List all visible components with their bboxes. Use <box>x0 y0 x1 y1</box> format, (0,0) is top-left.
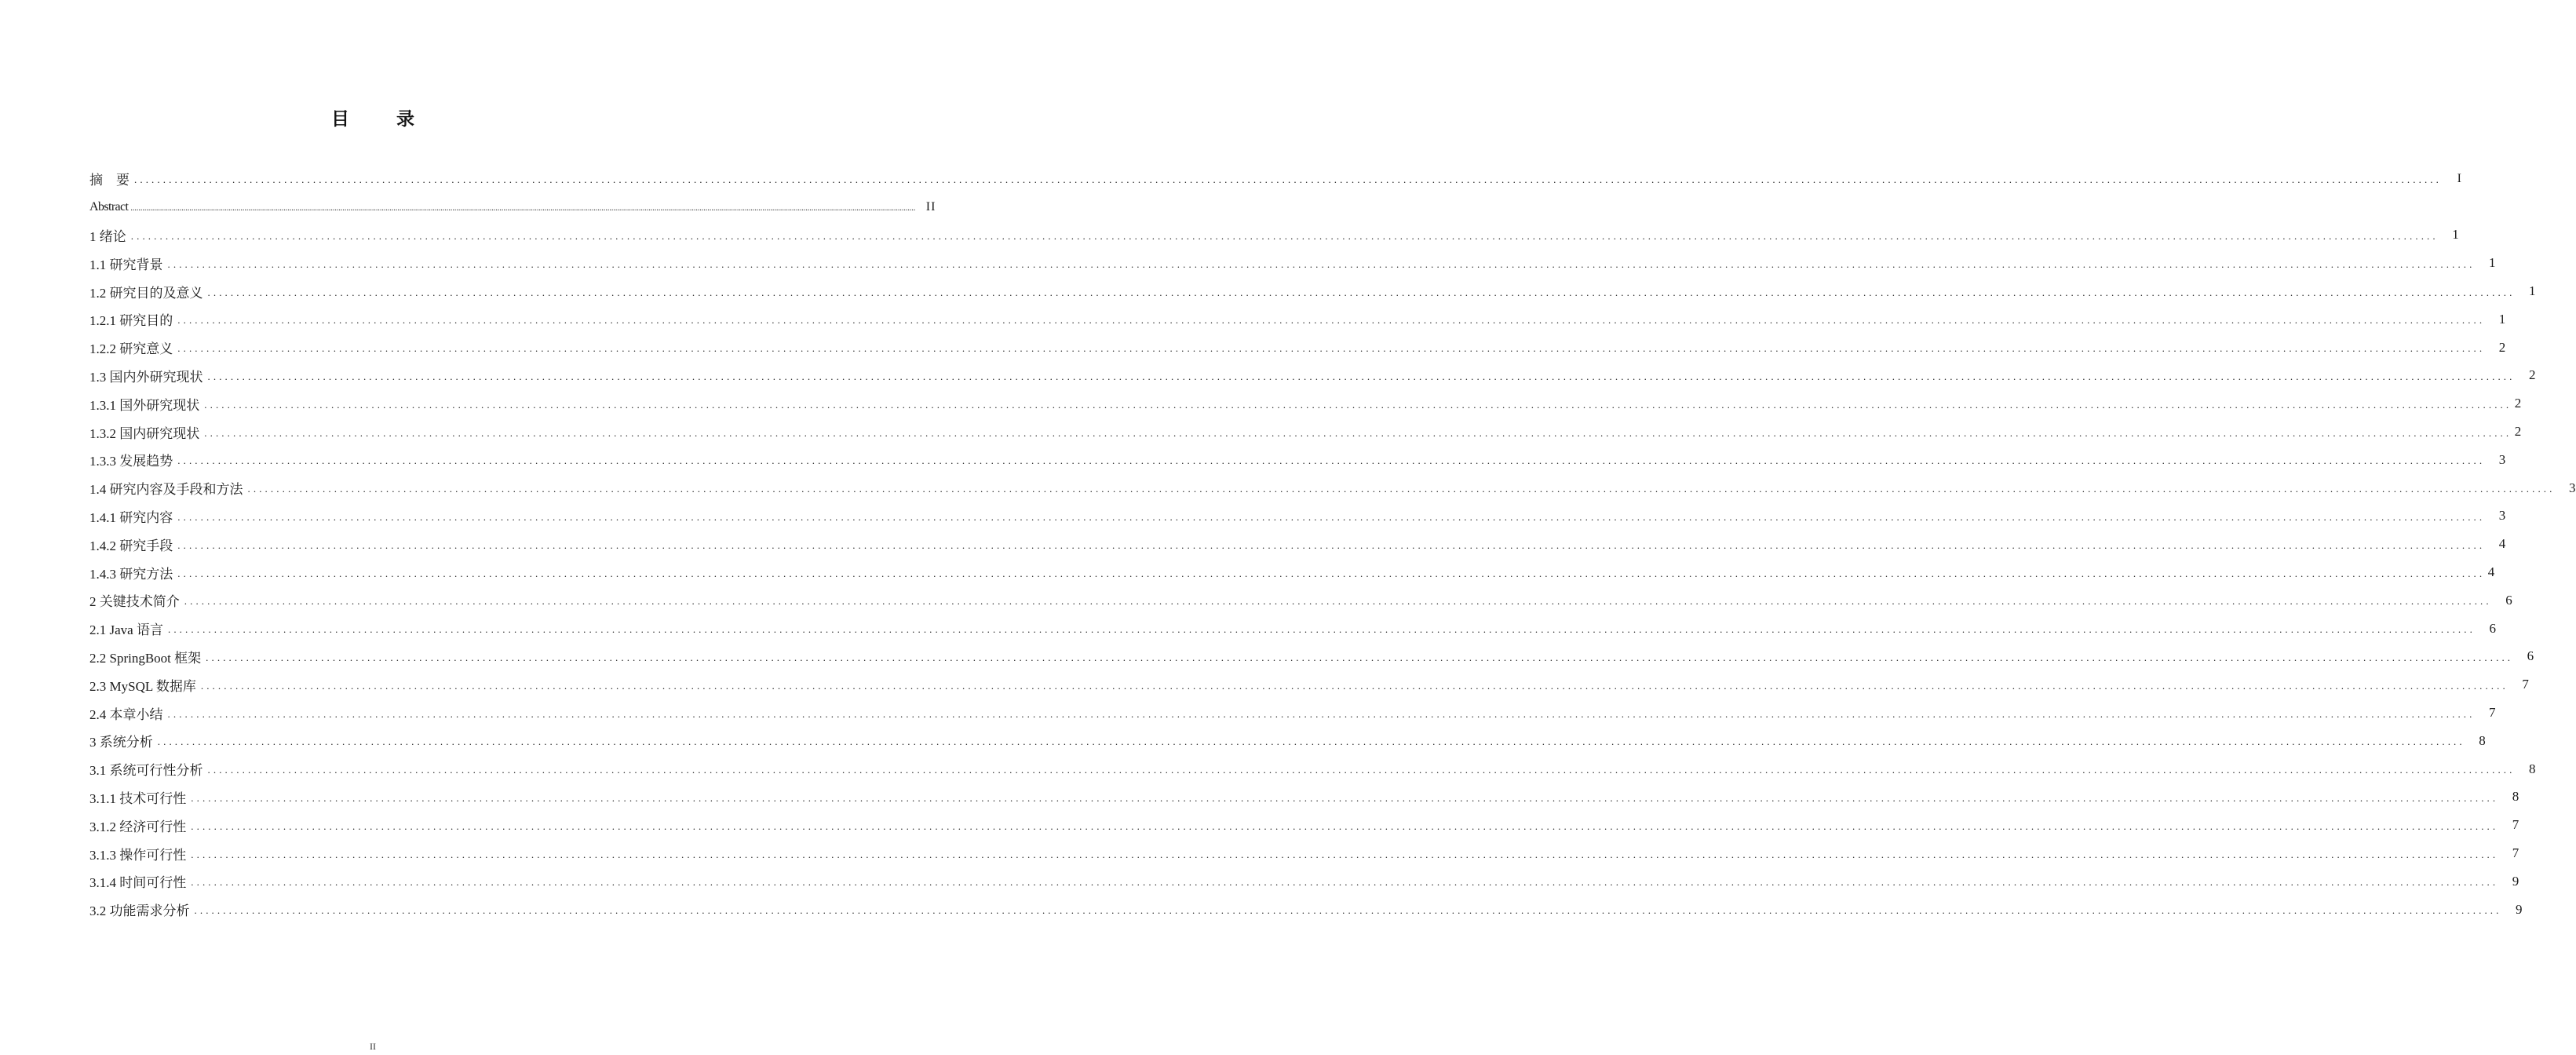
toc-dot-leader: ................................................................................................................................................................................................................................................................................................................................................................................................................ <box>177 510 2486 523</box>
toc-entry[interactable] <box>89 586 2512 615</box>
toc-entry-page-number: 7 <box>2522 677 2529 692</box>
toc-entry-label: 1.3.1 国外研究现状 <box>89 397 200 413</box>
toc-entry[interactable] <box>89 755 2536 783</box>
toc-entry-label: 摘 要 <box>89 173 130 188</box>
toc-entry-page-number: 6 <box>2505 592 2512 608</box>
toc-entry[interactable] <box>89 811 2519 839</box>
toc-entry[interactable] <box>89 699 2496 727</box>
toc-entry-page-number: 1 <box>2529 283 2536 299</box>
toc-entry-page-number: 3 <box>2498 508 2506 524</box>
toc-entry-label: 1.2 研究目的及意义 <box>89 285 203 301</box>
toc-entry[interactable] <box>89 249 2496 277</box>
toc-entry-page-number: 2 <box>2514 424 2522 440</box>
toc-entry-page-number: II <box>925 199 936 214</box>
toc-entry[interactable] <box>89 474 2576 502</box>
toc-entry-label: 3.1.3 操作可行性 <box>89 847 187 863</box>
toc-dot-leader: ................................................................................................................................................................................................................................................................................................................................................................................................................ <box>134 173 2442 186</box>
toc-entry-label: 1.4.3 研究方法 <box>89 566 173 582</box>
toc-entry-page-number: 2 <box>2514 396 2522 411</box>
toc-entry-page-number: 9 <box>2512 873 2519 889</box>
toc-dot-leader: ................................................................................................................................................................................................................................................................................................................................................................................................................ <box>130 203 916 213</box>
toc-entry-page-number: 4 <box>2487 564 2495 580</box>
toc-dot-leader: ................................................................................................................................................................................................................................................................................................................................................................................................................ <box>177 567 2486 579</box>
toc-dot-leader: ................................................................................................................................................................................................................................................................................................................................................................................................................ <box>191 791 2499 804</box>
toc-entry[interactable] <box>89 839 2519 867</box>
toc-entry-page-number: 7 <box>2512 845 2519 861</box>
toc-dot-leader: ................................................................................................................................................................................................................................................................................................................................................................................................................ <box>191 848 2499 860</box>
toc-entry-page-number: 2 <box>2529 367 2536 383</box>
toc-dot-leader: ................................................................................................................................................................................................................................................................................................................................................................................................................ <box>207 286 2516 298</box>
toc-entry[interactable] <box>89 727 2486 755</box>
toc-entry-page-number: 7 <box>2512 817 2519 833</box>
toc-entry-page-number: 9 <box>2516 901 2523 917</box>
toc-entry-page-number: 7 <box>2489 705 2496 721</box>
toc-entry-page-number: 2 <box>2498 339 2506 355</box>
toc-entry-page-number: 8 <box>2479 732 2486 748</box>
toc-entry[interactable] <box>89 418 2522 446</box>
toc-entry-label: 1.4.1 研究内容 <box>89 509 173 525</box>
toc-entry-label: 2.1 Java 语言 <box>89 622 163 638</box>
toc-entry-page-number: 4 <box>2498 536 2506 552</box>
toc-entry-label: 3.1 系统可行性分析 <box>89 763 203 779</box>
toc-entry[interactable] <box>89 277 2536 305</box>
toc-entry[interactable] <box>89 615 2496 643</box>
toc-dot-leader: ................................................................................................................................................................................................................................................................................................................................................................................................................ <box>184 595 2492 608</box>
toc-entry-label: 3.1.2 经济可行性 <box>89 819 187 834</box>
toc-entry[interactable] <box>89 783 2519 812</box>
toc-entry-label: 3.2 功能需求分析 <box>89 904 190 919</box>
toc-entry-page-number: 3 <box>2569 480 2576 495</box>
toc-entry-label: 1.1 研究背景 <box>89 257 163 272</box>
toc-dot-leader: ................................................................................................................................................................................................................................................................................................................................................................................................................ <box>247 483 2556 495</box>
toc-entry-label: 1 绪论 <box>89 228 126 244</box>
toc-entry-label: 3.1.1 技术可行性 <box>89 790 187 806</box>
toc-dot-leader: ................................................................................................................................................................................................................................................................................................................................................................................................................ <box>177 454 2486 467</box>
toc-dot-leader: ................................................................................................................................................................................................................................................................................................................................................................................................................ <box>167 707 2476 720</box>
toc-dot-leader: ................................................................................................................................................................................................................................................................................................................................................................................................................ <box>157 736 2465 748</box>
toc-entry[interactable] <box>89 502 2506 531</box>
toc-dot-leader: ................................................................................................................................................................................................................................................................................................................................................................................................................ <box>191 820 2499 832</box>
toc-dot-leader: ................................................................................................................................................................................................................................................................................................................................................................................................................ <box>204 426 2512 439</box>
toc-entry-label: 2 关键技术简介 <box>89 594 180 610</box>
toc-entry-page-number: 6 <box>2527 648 2534 664</box>
toc-entry-label: 1.2.1 研究目的 <box>89 313 173 329</box>
toc-entry-label: 2.2 SpringBoot 框架 <box>89 650 202 666</box>
toc-entry[interactable] <box>89 896 2523 924</box>
toc-dot-leader: ................................................................................................................................................................................................................................................................................................................................................................................................................ <box>177 314 2486 327</box>
toc-entry[interactable] <box>89 558 2495 586</box>
table-of-contents <box>89 165 2576 924</box>
toc-entry[interactable] <box>89 334 2506 362</box>
toc-dot-leader: ................................................................................................................................................................................................................................................................................................................................................................................................................ <box>191 876 2499 889</box>
toc-entry[interactable] <box>89 446 2506 474</box>
toc-entry-label: Abstract <box>89 199 129 214</box>
toc-entry[interactable] <box>89 643 2534 671</box>
toc-entry[interactable] <box>89 389 2522 418</box>
toc-dot-leader: ................................................................................................................................................................................................................................................................................................................................................................................................................ <box>167 623 2476 636</box>
toc-entry-page-number: 3 <box>2498 451 2506 467</box>
toc-entry[interactable] <box>89 867 2519 896</box>
toc-entry-label: 3.1.4 时间可行性 <box>89 875 187 891</box>
page-title: 目 录 <box>330 109 435 130</box>
toc-dot-leader: ................................................................................................................................................................................................................................................................................................................................................................................................................ <box>167 257 2476 270</box>
toc-entry-page-number: 8 <box>2529 761 2536 776</box>
toc-entry-label: 3 系统分析 <box>89 735 153 750</box>
toc-entry-label: 1.3.3 发展趋势 <box>89 454 173 469</box>
toc-dot-leader: ................................................................................................................................................................................................................................................................................................................................................................................................................ <box>206 651 2514 663</box>
toc-dot-leader: ................................................................................................................................................................................................................................................................................................................................................................................................................ <box>194 904 2502 917</box>
toc-dot-leader: ................................................................................................................................................................................................................................................................................................................................................................................................................ <box>200 679 2508 692</box>
toc-entry-label: 1.4.2 研究手段 <box>89 538 173 553</box>
toc-dot-leader: ................................................................................................................................................................................................................................................................................................................................................................................................................ <box>207 764 2516 776</box>
toc-entry-label: 1.4 研究内容及手段和方法 <box>89 482 243 498</box>
toc-entry[interactable] <box>89 670 2529 699</box>
toc-entry-label: 2.3 MySQL 数据库 <box>89 678 196 694</box>
toc-dot-leader: ................................................................................................................................................................................................................................................................................................................................................................................................................ <box>130 229 2439 242</box>
toc-entry-page-number: 1 <box>2498 311 2506 327</box>
toc-entry[interactable] <box>89 165 2462 193</box>
toc-entry-label: 1.3 国内外研究现状 <box>89 369 203 385</box>
toc-dot-leader: ................................................................................................................................................................................................................................................................................................................................................................................................................ <box>177 342 2486 355</box>
toc-dot-leader: ................................................................................................................................................................................................................................................................................................................................................................................................................ <box>177 538 2486 551</box>
toc-entry[interactable] <box>89 362 2536 390</box>
toc-entry[interactable] <box>89 530 2506 558</box>
toc-entry[interactable] <box>89 305 2506 334</box>
toc-entry[interactable] <box>89 193 936 221</box>
page-number: II <box>370 1041 376 1052</box>
toc-entry-label: 2.4 本章小结 <box>89 706 163 722</box>
toc-dot-leader: ................................................................................................................................................................................................................................................................................................................................................................................................................ <box>207 370 2516 382</box>
toc-entry[interactable] <box>89 221 2459 250</box>
toc-entry-label: 1.3.2 国内研究现状 <box>89 425 200 441</box>
toc-entry-page-number: 6 <box>2489 620 2496 636</box>
toc-entry-label: 1.2.2 研究意义 <box>89 341 173 357</box>
toc-entry-page-number: 1 <box>2452 227 2459 243</box>
toc-dot-leader: ................................................................................................................................................................................................................................................................................................................................................................................................................ <box>204 398 2512 411</box>
toc-entry-page-number: I <box>2457 171 2462 185</box>
toc-entry-page-number: 1 <box>2489 255 2496 271</box>
toc-entry-page-number: 8 <box>2512 789 2519 805</box>
